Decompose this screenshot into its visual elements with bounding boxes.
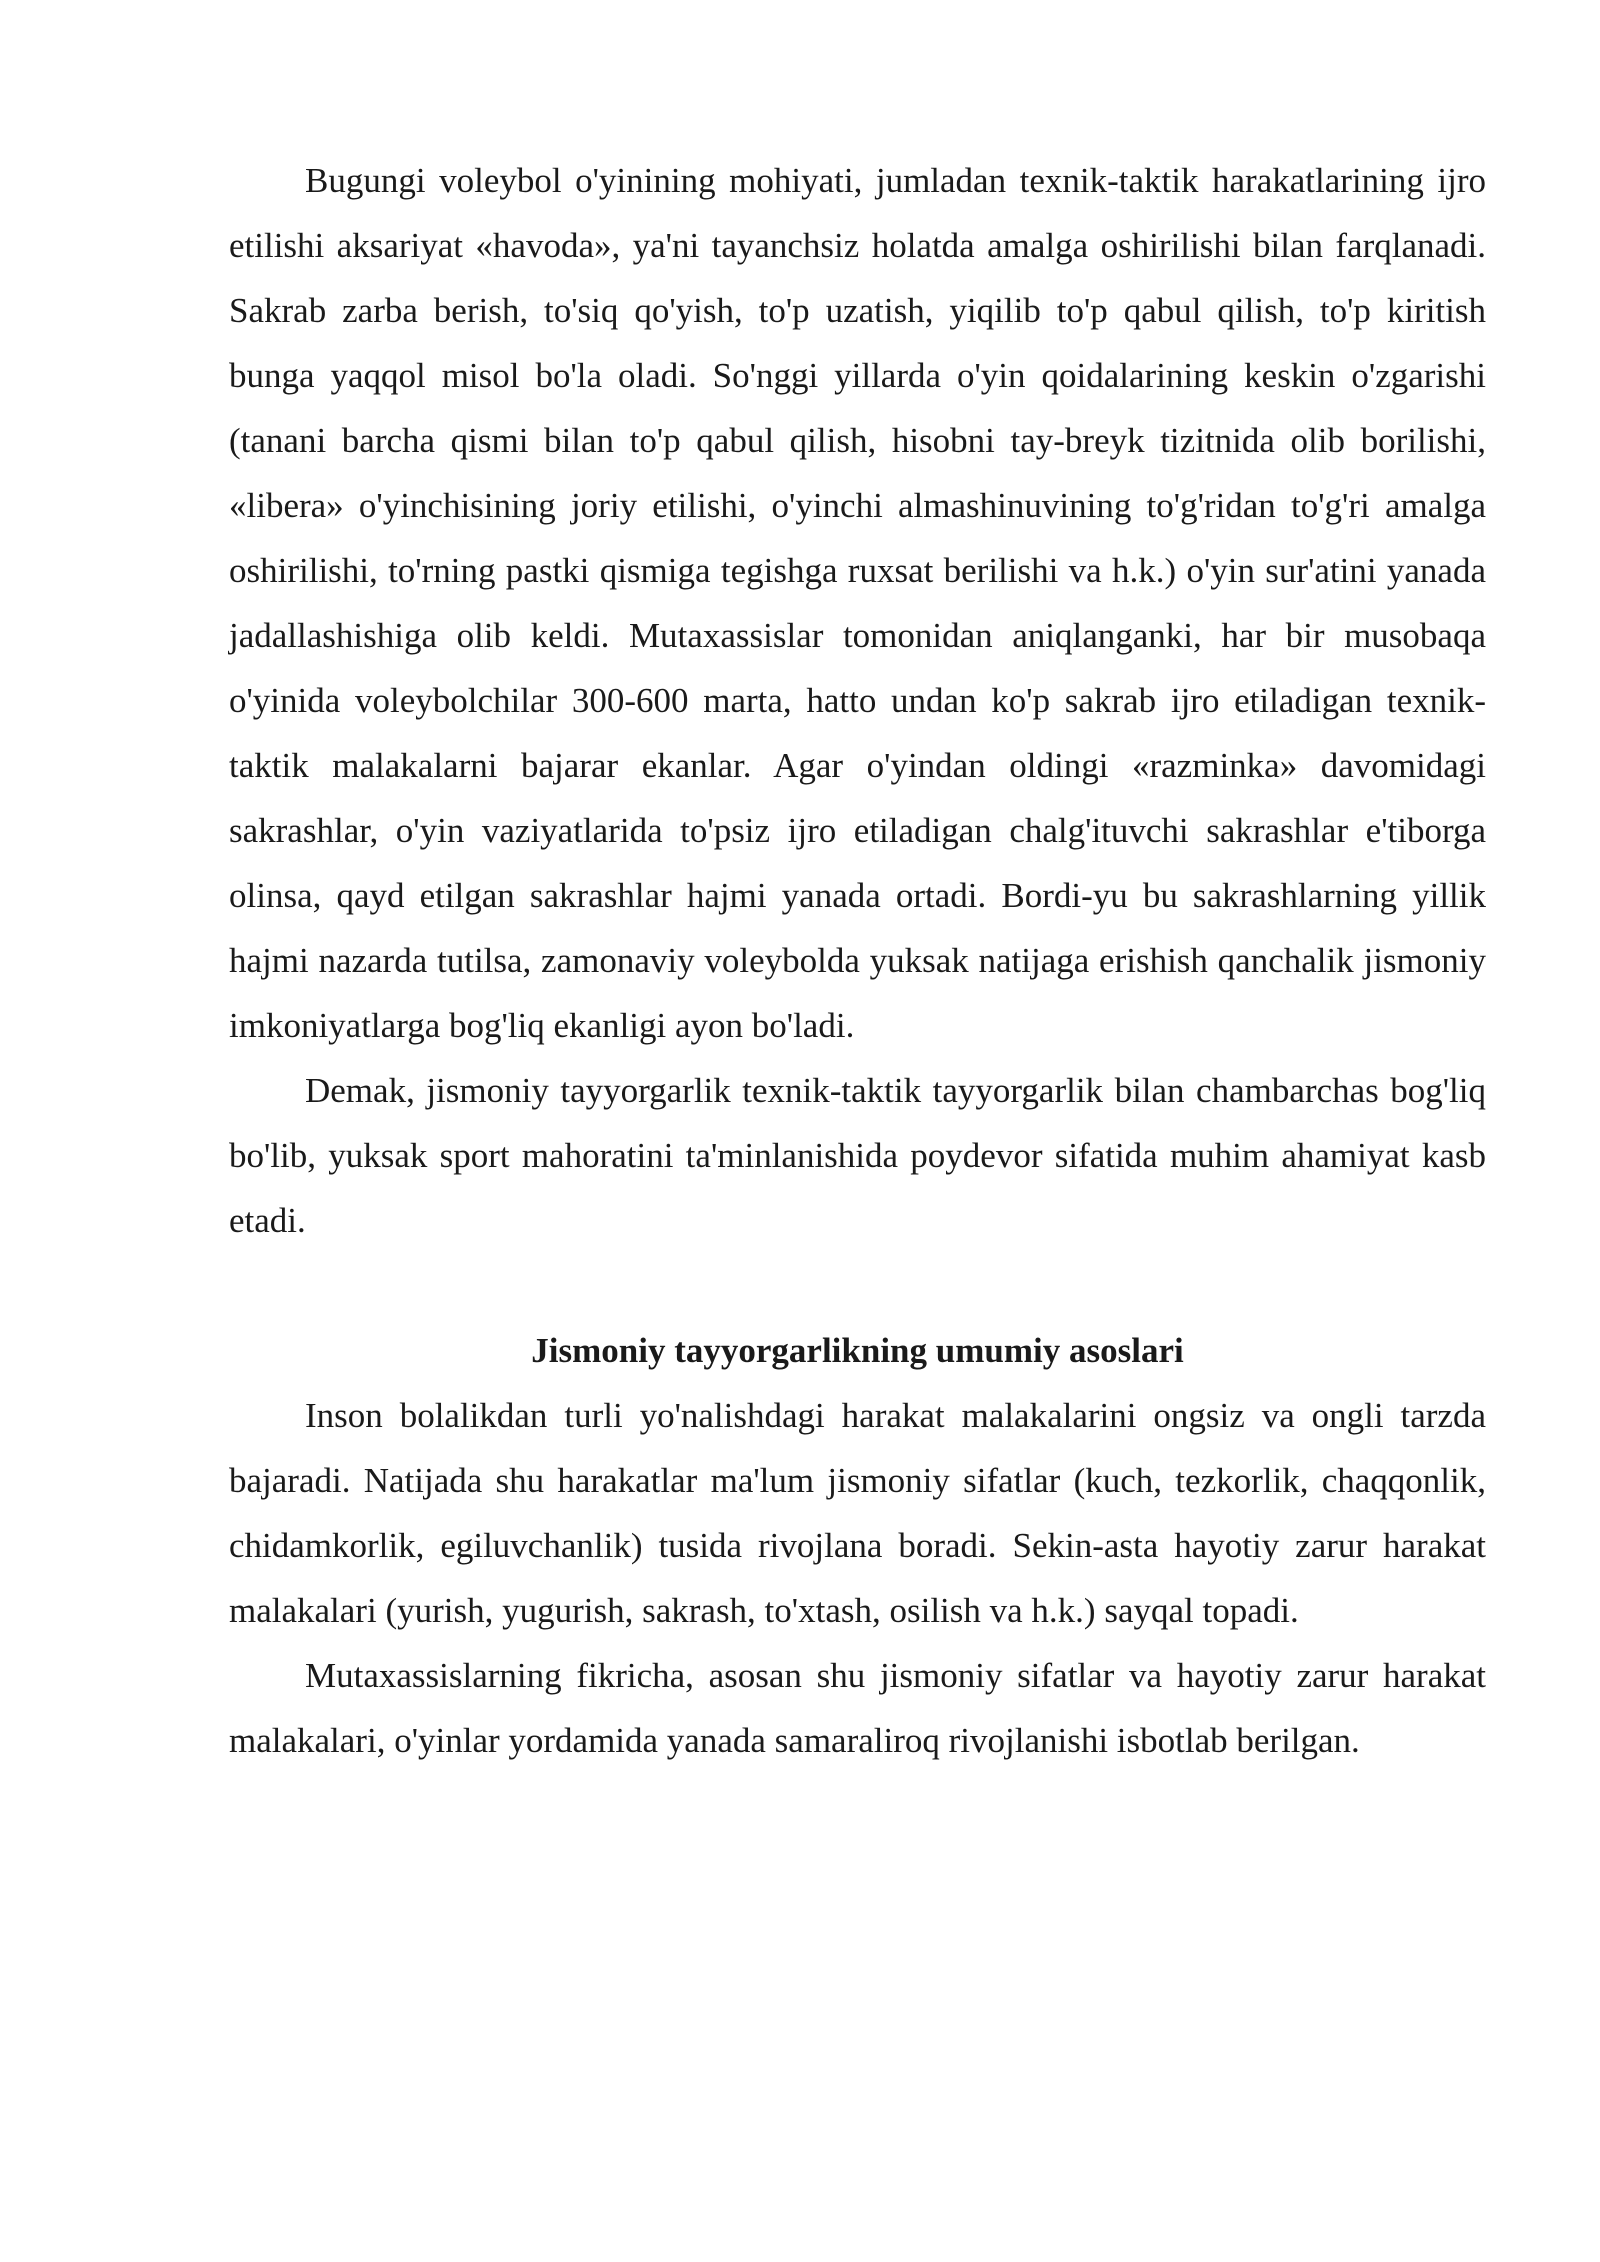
paragraph-childhood-skills: Inson bolalikdan turli yo'nalishdagi harakat malakalarini ongsiz va ongli tarzda bajaradi. Natijada shu harakatlar ma'lum jismoniy sifatlar (kuch, tezkorlik, chaqqonlik, chidamkorlik, egiluvchanlik) tusida rivojlana boradi. Sekin-asta hayotiy zarur harakat malakalari (yurish, yugurish, sakrash, to'xtash, osilish va h.k.) sayqal topadi.	[229, 1396, 1486, 1630]
paragraph-physical-preparation: Demak, jismoniy tayyorgarlik texnik-taktik tayyorgarlik bilan chambarchas bog'liq bo'lib, yuksak sport mahoratini ta'minlanishida poydevor sifatida muhim ahamiyat kasb etadi.	[229, 1071, 1486, 1240]
document-body	[229, 148, 1486, 1773]
paragraph-experts-opinion: Mutaxassislarning fikricha, asosan shu jismoniy sifatlar va hayotiy zarur harakat malakalari, o'yinlar yordamida yanada samaraliroq rivojlanishi isbotlab berilgan.	[229, 1656, 1486, 1760]
paragraph-volleyball-essence: Bugungi voleybol o'yinining mohiyati, jumladan texnik-taktik harakatlarining ijro etilishi aksariyat «havoda», ya'ni tayanchsiz holatda amalga oshirilishi bilan farqlanadi. Sakrab zarba berish, to'siq qo'yish, to'p uzatish, yiqilib to'p qabul qilish, to'p kiritish bunga yaqqol misol bo'la oladi. So'nggi yillarda o'yin qoidalarining keskin o'zgarishi (tanani barcha qismi bilan to'p qabul qilish, hisobni tay-breyk tizitnida olib borilishi, «libera» o'yinchisining joriy etilishi, o'yinchi almashinuvining to'g'ridan to'g'ri amalga oshirilishi, to'rning pastki qismiga tegishga ruxsat berilishi va h.k.) o'yin sur'atini yanada jadallashishiga olib keldi. Mutaxassislar tomonidan aniqlanganki, har bir musobaqa o'yinida voleybolchilar 300-600 marta, hatto undan ko'p sakrab ijro etiladigan texnik-taktik malakalarni bajarar ekanlar. Agar o'yindan oldingi «razminka» davomidagi sakrashlar, o'yin vaziyatlarida to'psiz ijro etiladigan chalg'ituvchi sakrashlar e'tiborga olinsa, qayd etilgan sakrashlar hajmi yanada ortadi. Bordi-yu bu sakrashlarning yillik hajmi nazarda tutilsa, zamonaviy voleybolda yuksak natijaga erishish qanchalik jismoniy imkoniyatlarga bog'liq ekanligi ayon bo'ladi.	[229, 161, 1486, 1045]
section-heading: Jismoniy tayyorgarlikning umumiy asoslari	[531, 1331, 1184, 1370]
